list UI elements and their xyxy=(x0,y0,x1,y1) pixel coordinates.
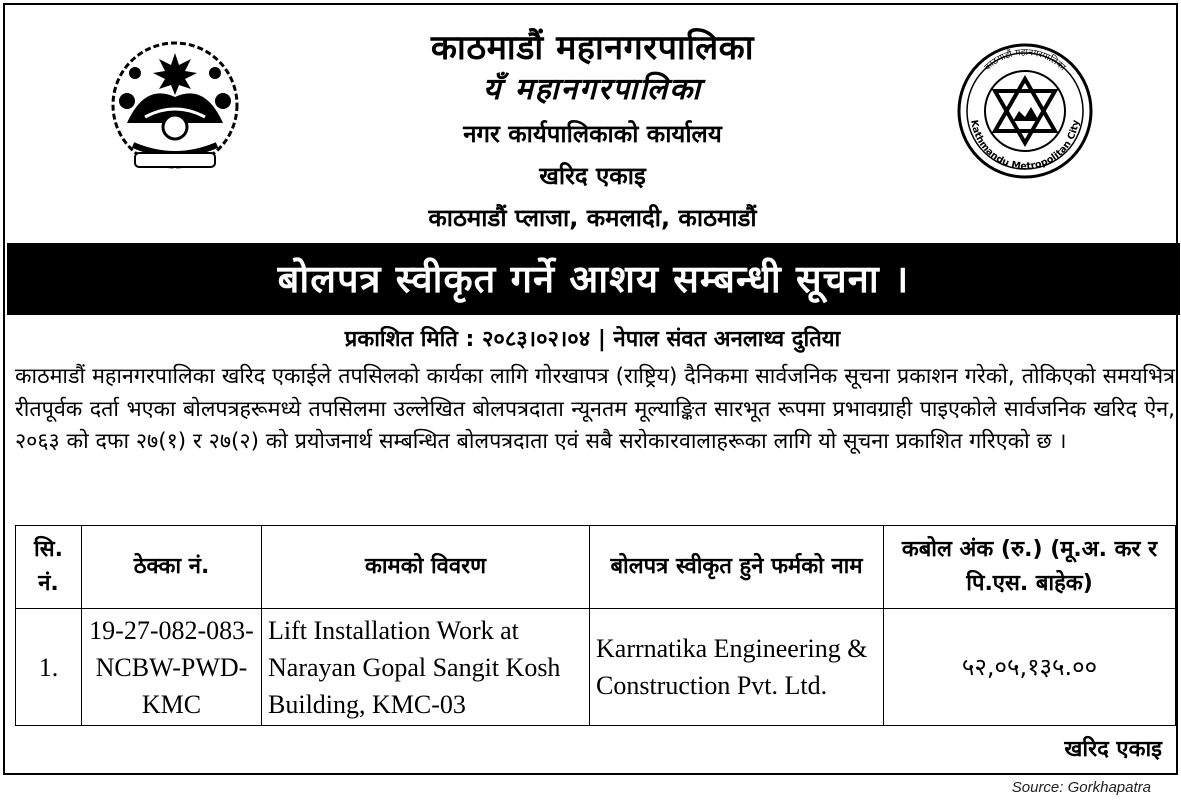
col-header-contract-no: ठेक्का नं. xyxy=(82,526,262,609)
kmc-logo-nepali: काठमाडौं महानगरपालिका xyxy=(982,47,1068,74)
cell-work: Lift Installation Work at Narayan Gopal Sangit Kosh Building, KMC-03 xyxy=(262,609,590,726)
source-credit: Source: Gorkhapatra xyxy=(1011,779,1151,796)
notice-header xyxy=(5,5,1180,240)
office-name: काठमाडौं महानगरपालिका xyxy=(430,28,755,68)
office-subtitle: नगर कार्यपालिकाको कार्यालय xyxy=(463,120,722,148)
cell-contract-no: 19-27-082-083-NCBW-PWD-KMC xyxy=(82,609,262,726)
notice-frame xyxy=(3,3,1178,775)
signature-unit: खरिद एकाइ xyxy=(1064,737,1162,762)
notice-body: काठमाडौं महानगरपालिका खरिद एकाईले तपसिलको कार्यका लागि गोरखापत्र (राष्ट्रिय) दैनिकमा सार्वजनिक सूचना प्रकाशन गरेको, तोकिएको समयभित्र रीतपूर्वक दर्ता भएका बोलपत्रहरूमध्ये तपसिलमा उल्लेखित बोलपत्रदाता न्यूनतम मूल्याङ्कित सारभूत रूपमा प्रभावग्राही पाइएकोले सार्वजनिक खरिद ऐन, २०६३ को दफा २७(१) र २७(२) को प्रयोजनार्थ सम्बन्धित बोलपत्रदाता एवं सबै सरोकारवालाहरूका लागि यो सूचना प्रकाशित गरिएको छ । xyxy=(15,364,1175,454)
col-header-amount: कबोल अंक (रु.) (मू.अ. कर र पि.एस. बाहेक) xyxy=(884,526,1176,609)
unit-name: खरिद एकाइ xyxy=(539,162,646,190)
kmc-logo-icon xyxy=(955,41,1095,181)
office-name-nepal-bhasa: यँ महानगरपालिका xyxy=(482,72,703,107)
notice-title: बोलपत्र स्वीकृत गर्ने आशय सम्बन्धी सूचना । xyxy=(7,243,1180,315)
cell-amount: ५२,०५,१३५.०० xyxy=(884,609,1176,726)
table-row xyxy=(16,609,1176,726)
col-header-work: कामको विवरण xyxy=(262,526,590,609)
cell-sn: 1. xyxy=(16,609,82,726)
published-date: प्रकाशित मिति : २०८३।०२।०४ | नेपाल संवत अनलाथ्व दुतिया xyxy=(344,327,841,352)
office-address: काठमाडौं प्लाजा, कमलादी, काठमाडौं xyxy=(428,204,757,232)
col-header-firm: बोलपत्र स्वीकृत हुने फर्मको नाम xyxy=(590,526,884,609)
cell-firm: Karrnatika Engineering & Construction Pvt. Ltd. xyxy=(590,609,884,726)
col-header-sn: सि. नं. xyxy=(16,526,82,609)
kmc-logo-english: Kathmandu Metropolitan City xyxy=(968,119,1082,173)
table-header-row xyxy=(16,526,1176,609)
contract-table xyxy=(15,525,1176,726)
